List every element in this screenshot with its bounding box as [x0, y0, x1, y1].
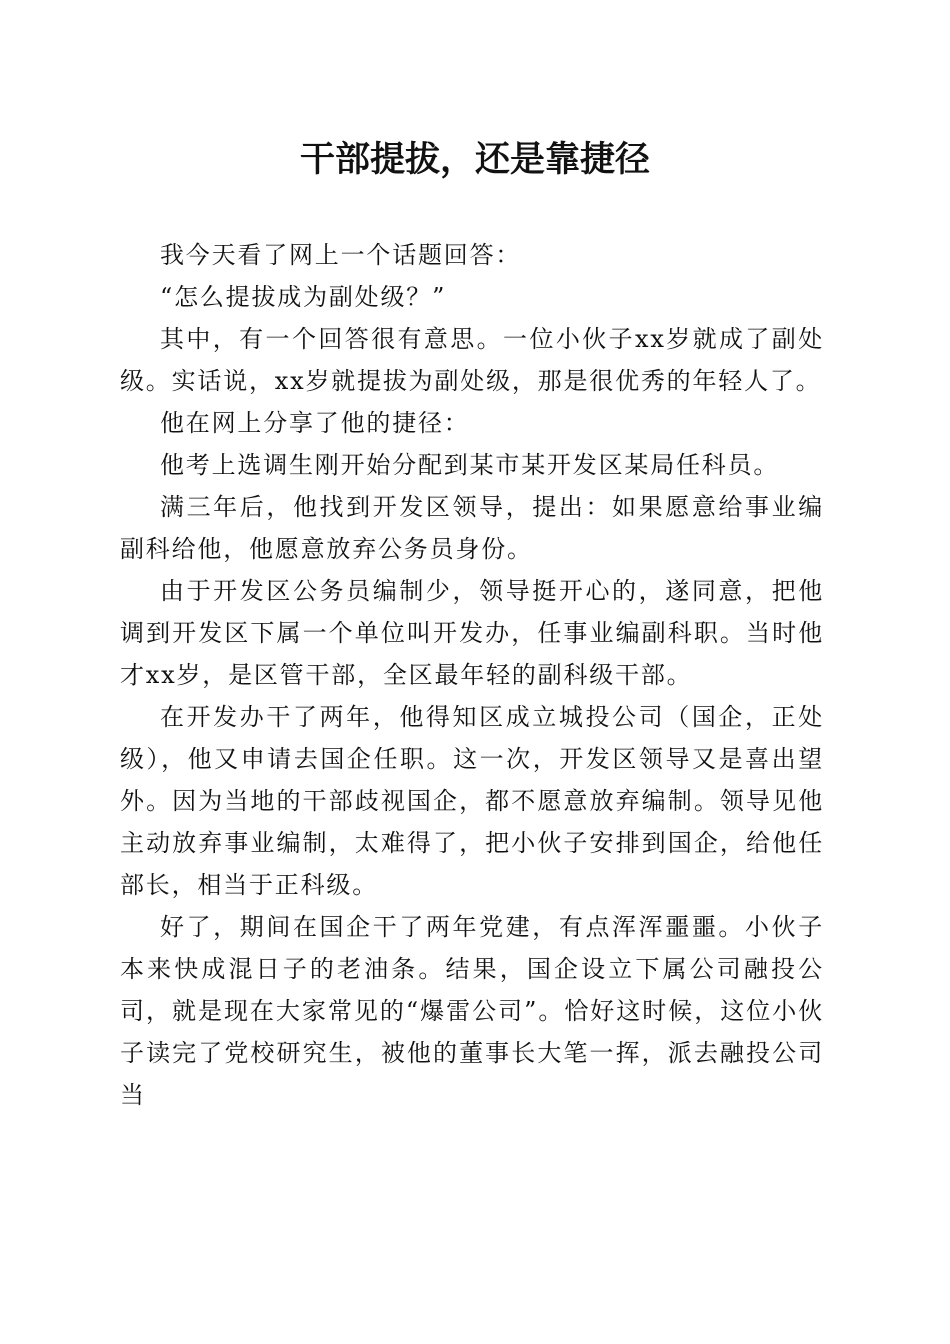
paragraph: 在开发办干了两年，他得知区成立城投公司（国企，正处级），他又申请去国企任职。这一次，开发区领导又是喜出望外。因为当地的干部歧视国企，都不愿意放弃编制。领导见他主动放弃事业编制，太难得了，把小伙子安排到国企，给他任部长，相当于正科级。	[120, 703, 824, 899]
paragraph: 他在网上分享了他的捷径：	[160, 409, 470, 437]
paragraph: 我今天看了网上一个话题回答：	[160, 241, 522, 269]
paragraph: 好了，期间在国企干了两年党建，有点浑浑噩噩。小伙子本来快成混日子的老油条。结果，国企设立下属公司融投公司，就是现在大家常见的“爆雷公司”。恰好这时候，这位小伙子读完了党校研究生，被他的董事长大笔一挥，派去融投公司当	[120, 913, 824, 1109]
paragraph: 满三年后，他找到开发区领导，提出：如果愿意给事业编副科给他，他愿意放弃公务员身份。	[120, 493, 824, 563]
paragraph: 由于开发区公务员编制少，领导挺开心的，遂同意，把他调到开发区下属一个单位叫开发办，任事业编副科职。当时他才xx岁，是区管干部，全区最年轻的副科级干部。	[120, 577, 824, 689]
document-title: 干部提拔，还是靠捷径	[299, 139, 650, 180]
document-body	[120, 234, 824, 1116]
paragraph: 其中，有一个回答很有意思。一位小伙子xx岁就成了副处级。实话说，xx岁就提拔为副处级，那是很优秀的年轻人了。	[120, 325, 824, 395]
paragraph: 他考上选调生刚开始分配到某市某开发区某局任科员。	[160, 451, 780, 479]
paragraph: “怎么提拔成为副处级？”	[160, 283, 447, 311]
